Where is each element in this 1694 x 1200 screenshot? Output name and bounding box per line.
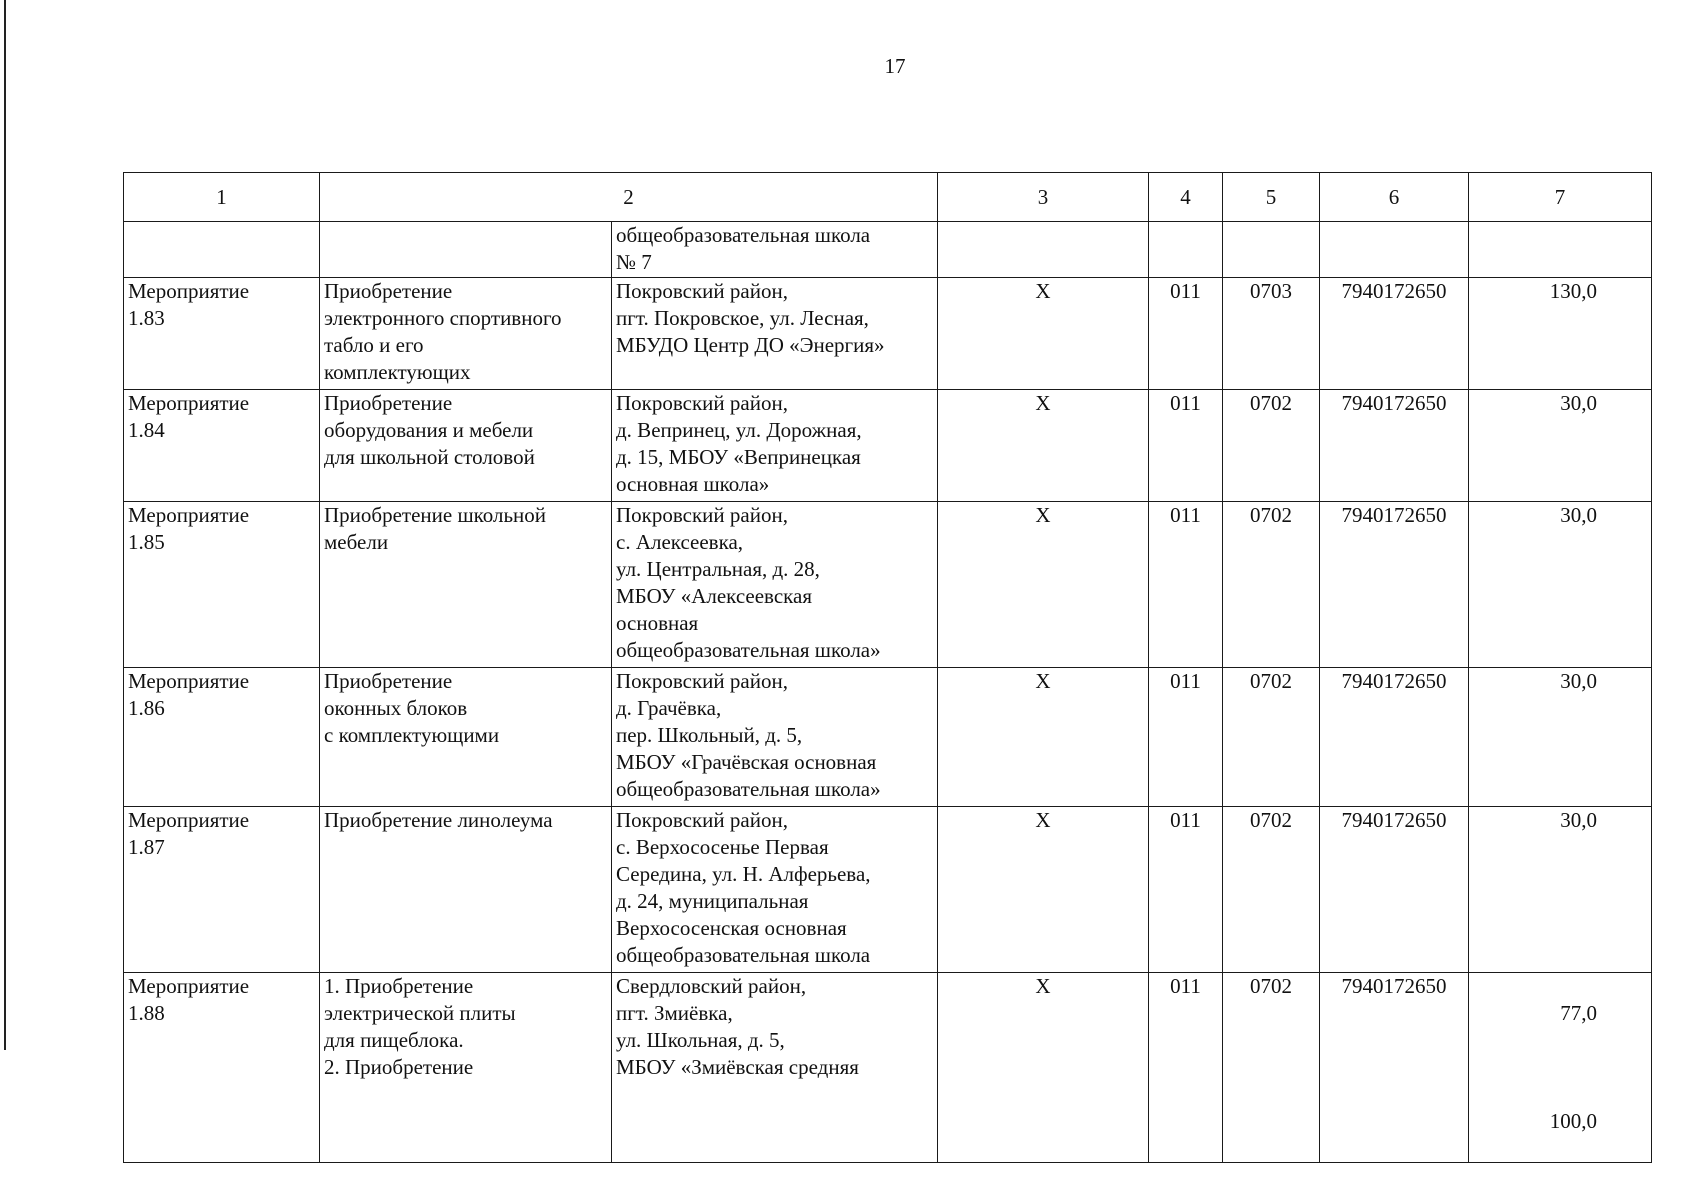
action-cell: 1. Приобретение электрической плиты для пищеблока. 2. Приобретение bbox=[320, 973, 612, 1163]
header-cell: 6 bbox=[1320, 173, 1469, 222]
action-cell bbox=[320, 222, 612, 278]
action-cell: Приобретение линолеума bbox=[320, 807, 612, 973]
table-row bbox=[124, 973, 1652, 1163]
mark-cell: Х bbox=[938, 807, 1149, 973]
scan-edge-line bbox=[4, 0, 6, 1050]
table-row bbox=[124, 222, 1652, 278]
target-code-cell: 7940172650 bbox=[1320, 668, 1469, 807]
action-cell: Приобретение оконных блоков с комплектующими bbox=[320, 668, 612, 807]
table-row bbox=[124, 390, 1652, 502]
header-cell: 1 bbox=[124, 173, 320, 222]
mark-cell: Х bbox=[938, 668, 1149, 807]
event-cell: Мероприятие 1.88 bbox=[124, 973, 320, 1163]
table-header-row bbox=[124, 173, 1652, 222]
code-cell bbox=[1149, 222, 1223, 278]
section-cell: 0702 bbox=[1223, 807, 1320, 973]
section-cell: 0702 bbox=[1223, 390, 1320, 502]
amount-cell: 30,0 bbox=[1469, 502, 1652, 668]
table-row bbox=[124, 278, 1652, 390]
event-cell: Мероприятие 1.83 bbox=[124, 278, 320, 390]
section-cell: 0703 bbox=[1223, 278, 1320, 390]
event-cell: Мероприятие 1.85 bbox=[124, 502, 320, 668]
amount-cell: 30,0 bbox=[1469, 807, 1652, 973]
location-cell: Покровский район, с. Верхососенье Первая Середина, ул. Н. Алферьева, д. 24, муниципальная Верхососенская основная общеобразовательная школа bbox=[612, 807, 938, 973]
target-code-cell: 7940172650 bbox=[1320, 807, 1469, 973]
target-code-cell: 7940172650 bbox=[1320, 390, 1469, 502]
header-cell: 3 bbox=[938, 173, 1149, 222]
location-cell: Покровский район, пгт. Покровское, ул. Лесная, МБУДО Центр ДО «Энергия» bbox=[612, 278, 938, 390]
action-cell: Приобретение школьной мебели bbox=[320, 502, 612, 668]
header-cell: 2 bbox=[320, 173, 938, 222]
table-row bbox=[124, 668, 1652, 807]
mark-cell: Х bbox=[938, 390, 1149, 502]
target-code-cell: 7940172650 bbox=[1320, 278, 1469, 390]
code-cell: 011 bbox=[1149, 973, 1223, 1163]
target-code-cell: 7940172650 bbox=[1320, 973, 1469, 1163]
event-cell: Мероприятие 1.84 bbox=[124, 390, 320, 502]
budget-table bbox=[123, 172, 1652, 1163]
header-cell: 7 bbox=[1469, 173, 1652, 222]
amount-cell bbox=[1469, 222, 1652, 278]
section-cell bbox=[1223, 222, 1320, 278]
mark-cell bbox=[938, 222, 1149, 278]
location-cell: Покровский район, д. Вепринец, ул. Дорожная, д. 15, МБОУ «Вепринецкая основная школа» bbox=[612, 390, 938, 502]
action-cell: Приобретение электронного спортивного табло и его комплектующих bbox=[320, 278, 612, 390]
section-cell: 0702 bbox=[1223, 973, 1320, 1163]
target-code-cell bbox=[1320, 222, 1469, 278]
amount-cell: 30,0 bbox=[1469, 668, 1652, 807]
event-cell bbox=[124, 222, 320, 278]
mark-cell: Х bbox=[938, 278, 1149, 390]
amount-cell: 130,0 bbox=[1469, 278, 1652, 390]
amount-value-second: 100,0 bbox=[1549, 1109, 1597, 1133]
header-cell: 5 bbox=[1223, 173, 1320, 222]
code-cell: 011 bbox=[1149, 278, 1223, 390]
table-row bbox=[124, 502, 1652, 668]
amount-cell: 30,0 bbox=[1469, 390, 1652, 502]
location-cell: общеобразовательная школа № 7 bbox=[612, 222, 938, 278]
location-cell: Свердловский район, пгт. Змиёвка, ул. Школьная, д. 5, МБОУ «Змиёвская средняя bbox=[612, 973, 938, 1163]
table-row bbox=[124, 807, 1652, 973]
code-cell: 011 bbox=[1149, 390, 1223, 502]
section-cell: 0702 bbox=[1223, 502, 1320, 668]
location-cell: Покровский район, д. Грачёвка, пер. Школьный, д. 5, МБОУ «Грачёвская основная общеобразовательная школа» bbox=[612, 668, 938, 807]
target-code-cell: 7940172650 bbox=[1320, 502, 1469, 668]
page-number: 17 bbox=[884, 54, 906, 78]
code-cell: 011 bbox=[1149, 502, 1223, 668]
header-cell: 4 bbox=[1149, 173, 1223, 222]
location-cell: Покровский район, с. Алексеевка, ул. Центральная, д. 28, МБОУ «Алексеевская основная общеобразовательная школа» bbox=[612, 502, 938, 668]
mark-cell: Х bbox=[938, 502, 1149, 668]
action-cell: Приобретение оборудования и мебели для школьной столовой bbox=[320, 390, 612, 502]
amount-cell bbox=[1469, 973, 1652, 1163]
code-cell: 011 bbox=[1149, 807, 1223, 973]
event-cell: Мероприятие 1.87 bbox=[124, 807, 320, 973]
code-cell: 011 bbox=[1149, 668, 1223, 807]
section-cell: 0702 bbox=[1223, 668, 1320, 807]
amount-value: 77,0 bbox=[1560, 1001, 1597, 1025]
mark-cell: Х bbox=[938, 973, 1149, 1163]
event-cell: Мероприятие 1.86 bbox=[124, 668, 320, 807]
